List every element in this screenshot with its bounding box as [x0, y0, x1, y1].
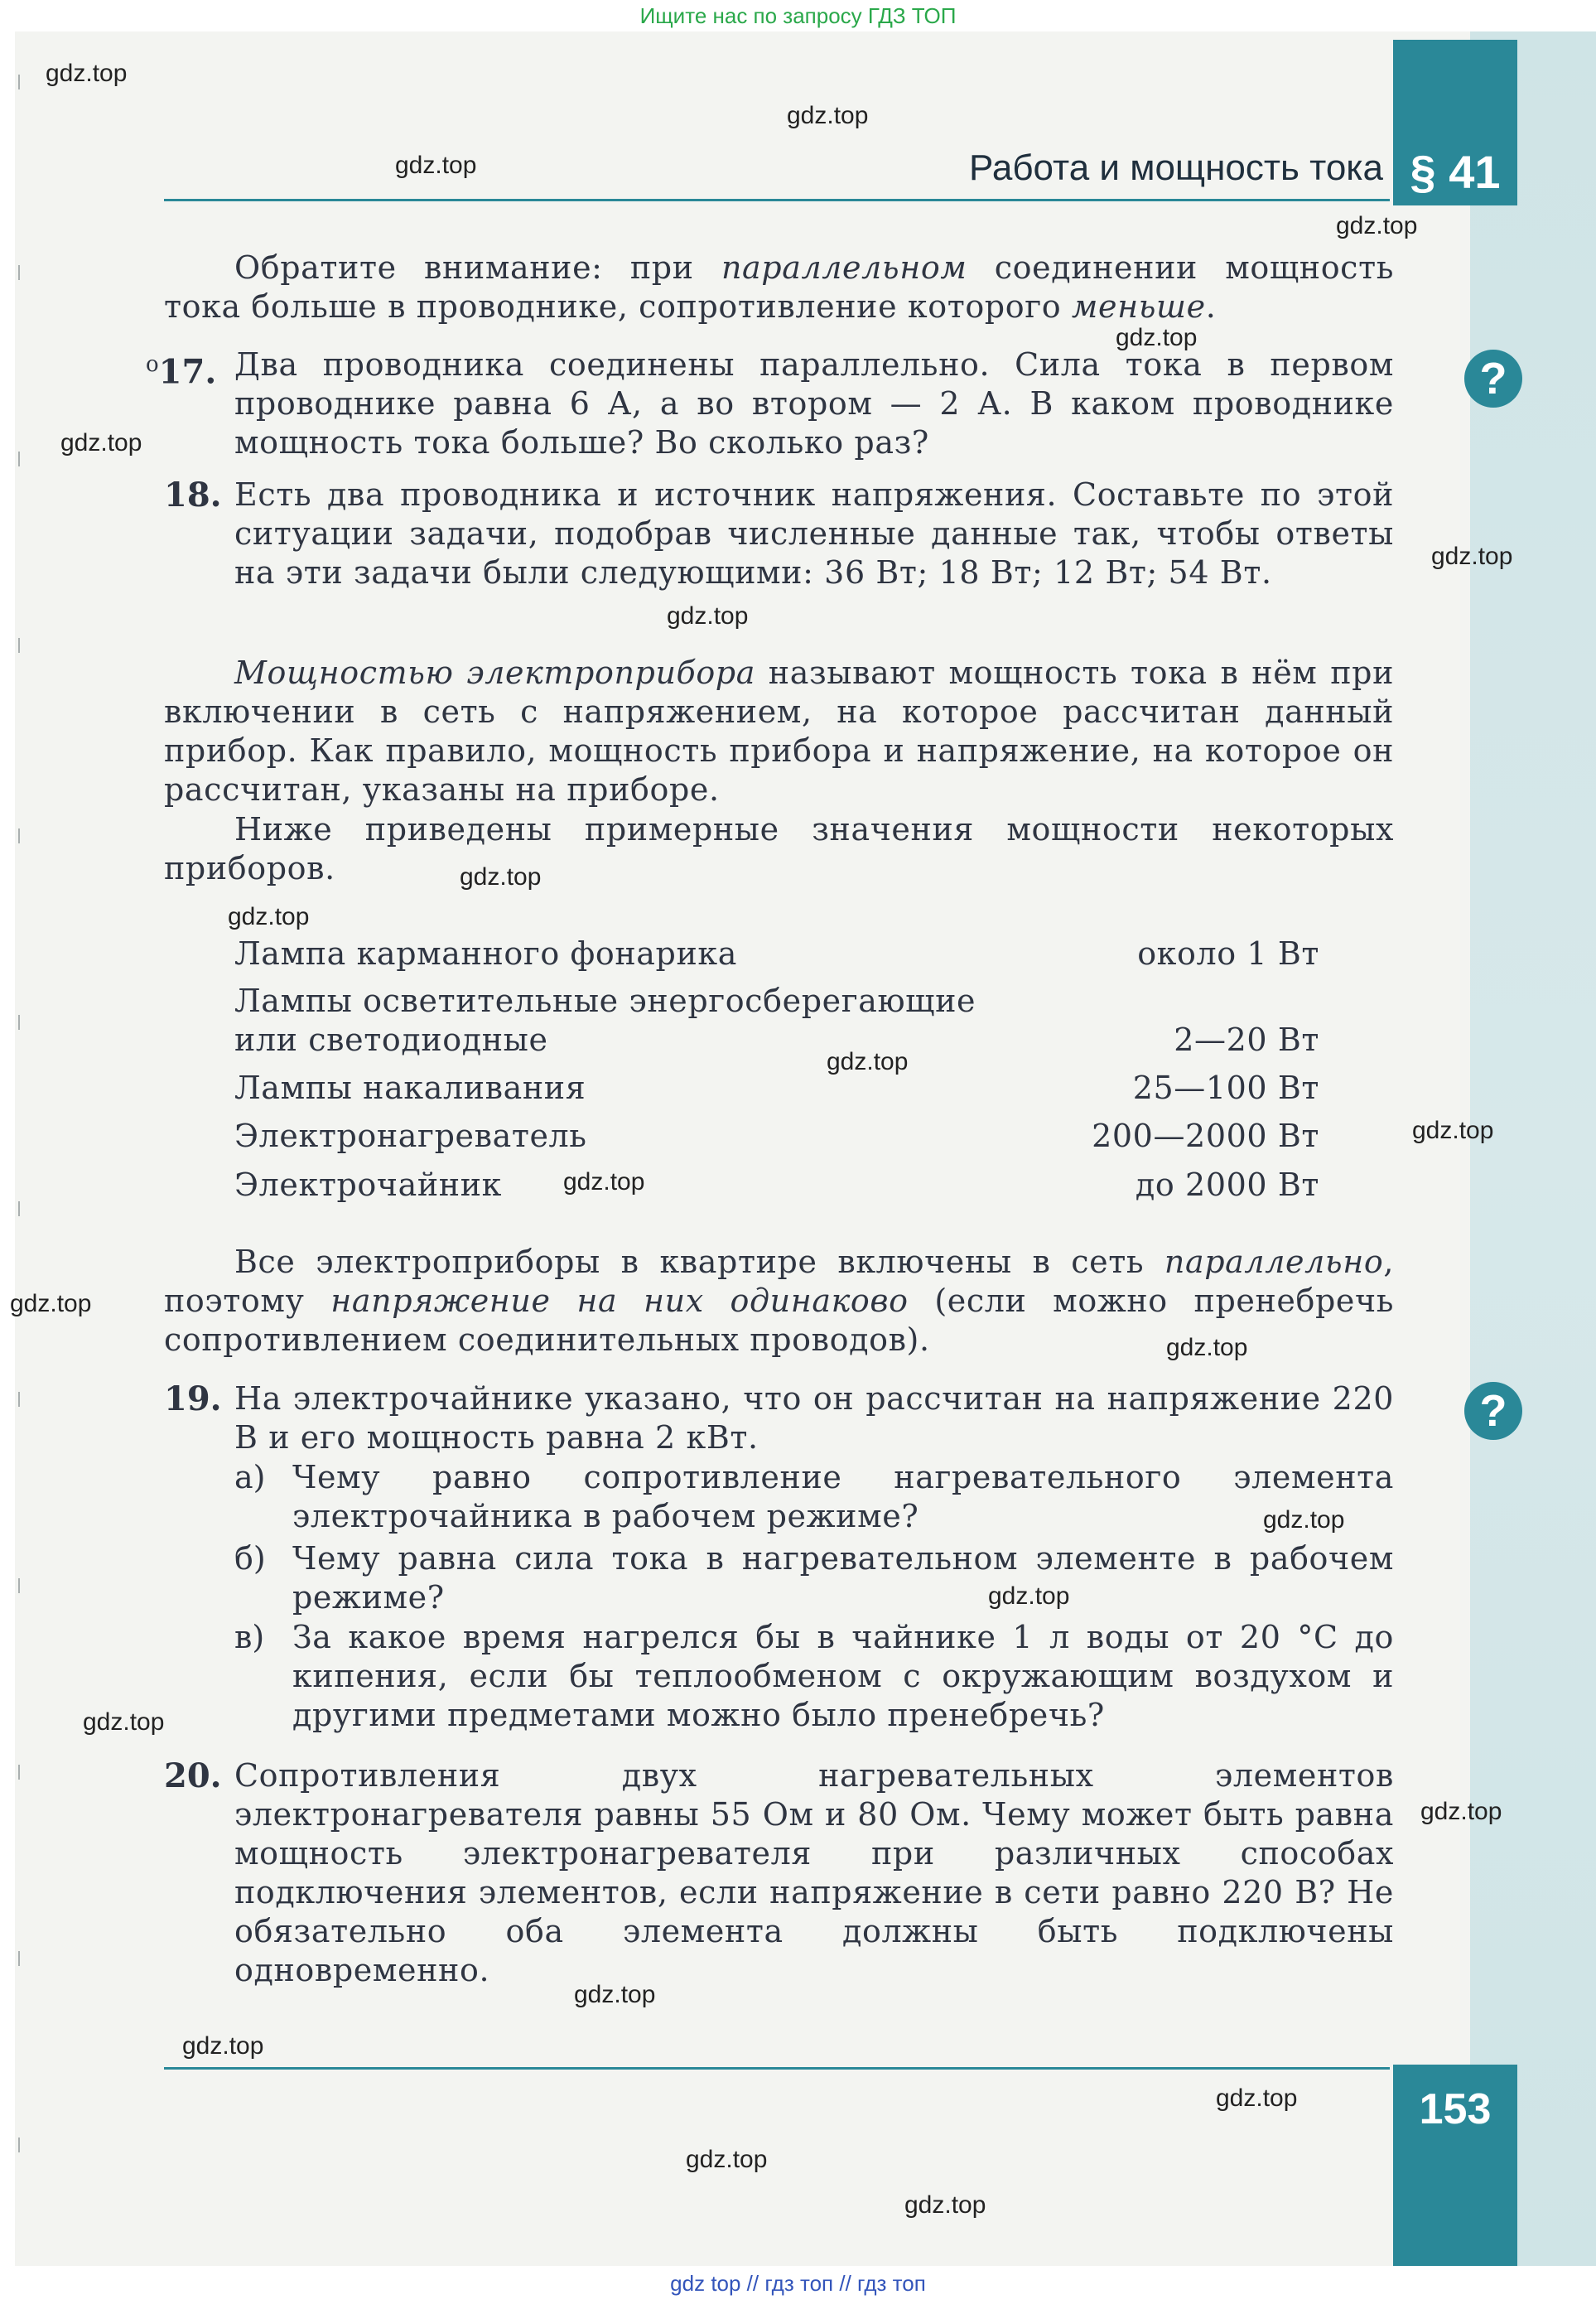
- question-18: [164, 476, 1394, 592]
- subquestion-text: Чему равно сопротивление нагревательного элемента электрочайника в рабочем режиме?: [292, 1459, 1394, 1534]
- table-row: [234, 935, 1319, 973]
- question-19: [164, 1379, 1394, 1457]
- subquestion: [234, 1539, 1394, 1617]
- margin-tick: [18, 265, 20, 280]
- watermark: gdz.top: [904, 2191, 986, 2219]
- subquestion: [234, 1458, 1394, 1536]
- question-text: Есть два проводника и источник напряжения. Составьте по этой ситуации задачи, подобрав численные данные так, чтобы ответы на эти задачи были следующими: 36 Вт; 18 Вт; 12 Вт; 54 Вт.: [234, 476, 1394, 591]
- table-row: [234, 1021, 1319, 1060]
- margin-tick: [18, 452, 20, 466]
- chapter-title: Работа и мощность тока: [968, 147, 1383, 188]
- margin-tick: [18, 1951, 20, 1966]
- definition-paragraph: Мощностью электроприбора называют мощность тока в нём при включении в сеть с напряжением, на которое рассчитан данный прибор. Как правило, мощность прибора и напряжение, на которое он рассчитан, указаны на приборе.: [164, 655, 1394, 808]
- watermark: gdz.top: [1216, 2084, 1298, 2112]
- watermark: gdz.top: [1263, 1506, 1345, 1534]
- device-power: 2—20 Вт: [1174, 1022, 1319, 1058]
- device-power: 25—100 Вт: [1132, 1070, 1319, 1106]
- subquestion: [234, 1618, 1394, 1735]
- question-text: Два проводника соединены параллельно. Сила тока в первом проводнике равна 6 А, а во втором — 2 А. В каком проводнике мощность тока больше? Во сколько раз?: [234, 346, 1394, 461]
- question-number: $^о$17.: [146, 352, 217, 392]
- table-row: [234, 1069, 1319, 1108]
- margin-tick: [18, 1015, 20, 1030]
- watermark: gdz.top: [83, 1708, 165, 1736]
- margin-tick: [18, 638, 20, 653]
- question-text: Сопротивления двух нагревательных элементов электронагревателя равны 55 Ом и 80 Ом. Чему может быть равна мощность электронагревателя при различных способах подключения элементов, если напряжение в сети равно 220 В? Не обязательно оба элемента должны быть подключены одновременно.: [234, 1757, 1394, 1988]
- watermark: gdz.top: [787, 102, 869, 129]
- table-row: [234, 1117, 1319, 1156]
- question-text: На электрочайнике указано, что он рассчитан на напряжение 220 В и его мощность равна 2 кВт.: [234, 1380, 1394, 1456]
- watermark: gdz.top: [827, 1048, 909, 1075]
- watermark: gdz.top: [1166, 1334, 1248, 1361]
- watermark: gdz.top: [1336, 212, 1418, 239]
- question-17: [146, 345, 1394, 462]
- watermark: gdz.top: [1420, 1798, 1502, 1825]
- margin-tick: [18, 828, 20, 843]
- watermark: gdz.top: [1431, 543, 1513, 570]
- margin-tick: [18, 1765, 20, 1780]
- watermark: gdz.top: [10, 1290, 92, 1317]
- watermark: gdz.top: [395, 152, 477, 179]
- subquestion-letter: б): [234, 1540, 266, 1577]
- note-paragraph: Обратите внимание: при параллельном соединении мощность тока больше в проводнике, сопротивление которого меньше.: [164, 249, 1394, 325]
- question-number: 20.: [164, 1756, 222, 1795]
- parallel-paragraph: Все электроприборы в квартире включены в сеть параллельно, поэтому напряжение на них одинаково (если можно пренебречь сопротивлением соединительных проводов).: [164, 1244, 1394, 1358]
- question-number: 18.: [164, 476, 222, 514]
- question-number: 19.: [164, 1379, 222, 1418]
- watermark: gdz.top: [563, 1168, 645, 1196]
- device-power: до 2000 Вт: [1135, 1167, 1319, 1203]
- watermark: gdz.top: [228, 903, 310, 930]
- margin-tick: [18, 1201, 20, 1216]
- table-intro: Ниже приведены примерные значения мощности некоторых приборов.: [164, 811, 1394, 886]
- question-20: [164, 1756, 1394, 1990]
- footer-rule: [164, 2067, 1390, 2070]
- watermark: gdz.top: [686, 2146, 768, 2173]
- device-power: 200—2000 Вт: [1092, 1118, 1319, 1154]
- device-name: или светодиодные: [234, 1022, 548, 1058]
- watermark: gdz.top: [988, 1582, 1070, 1610]
- device-name: Электрочайник: [234, 1167, 502, 1203]
- subquestion-letter: в): [234, 1619, 265, 1655]
- margin-tick: [18, 75, 20, 89]
- subquestion-letter: а): [234, 1459, 266, 1495]
- section-badge: § 41: [1393, 40, 1517, 205]
- table-row: [234, 982, 1319, 1021]
- watermark: gdz.top: [1412, 1117, 1494, 1144]
- watermark: gdz.top: [46, 60, 128, 87]
- margin-tick: [18, 2138, 20, 2152]
- bottom-banner[interactable]: gdz top // гдз топ // гдз топ: [670, 2271, 926, 2296]
- device-name: Лампы накаливания: [234, 1070, 586, 1106]
- watermark: gdz.top: [667, 602, 749, 630]
- question-icon: ?: [1464, 1382, 1522, 1440]
- device-name: Лампа карманного фонарика: [234, 935, 737, 972]
- table-row: [234, 1166, 1319, 1205]
- subquestion-text: Чему равна сила тока в нагревательном элементе в рабочем режиме?: [292, 1540, 1394, 1616]
- watermark: gdz.top: [574, 1981, 656, 2008]
- watermark: gdz.top: [1116, 324, 1198, 351]
- margin-tick: [18, 1578, 20, 1593]
- device-name: Электронагреватель: [234, 1118, 587, 1154]
- subquestion-text: За какое время нагрелся бы в чайнике 1 л воды от 20 °С до кипения, если бы теплообменом с окружающим воздухом и другими предметами можно было пренебречь?: [292, 1619, 1394, 1733]
- watermark: gdz.top: [460, 863, 542, 891]
- watermark: gdz.top: [60, 429, 142, 456]
- device-name: Лампы осветительные энергосберегающие: [234, 983, 976, 1019]
- top-banner[interactable]: Ищите нас по запросу ГДЗ ТОП: [639, 3, 957, 28]
- question-icon: ?: [1464, 350, 1522, 408]
- watermark: gdz.top: [182, 2032, 264, 2060]
- margin-tick: [18, 1392, 20, 1407]
- header-rule: [164, 199, 1390, 201]
- device-power: около 1 Вт: [1137, 935, 1319, 972]
- page-number: 153: [1393, 2065, 1517, 2266]
